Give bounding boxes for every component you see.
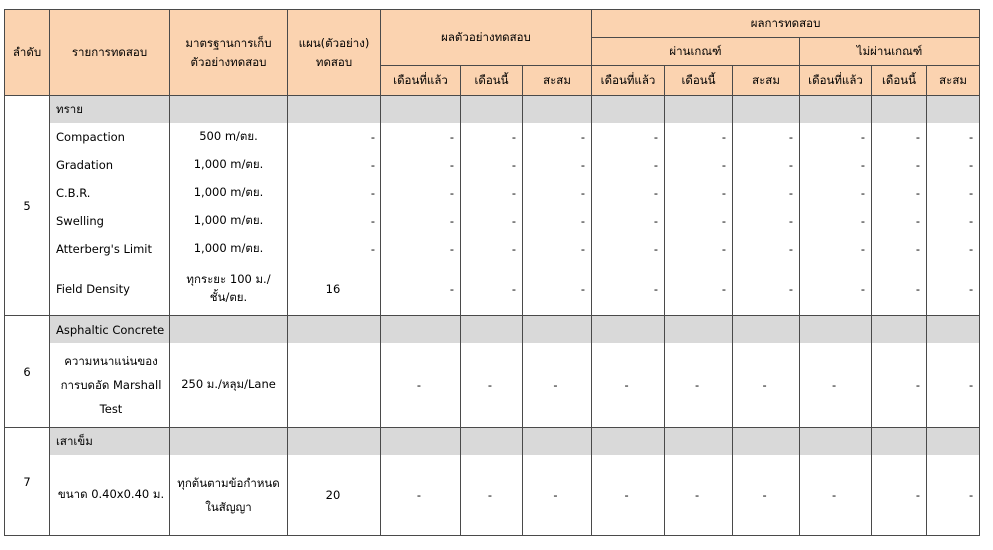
row-value: - — [872, 151, 927, 179]
row-value: - — [665, 455, 733, 536]
table-row — [5, 179, 980, 207]
row-item: Atterberg's Limit — [50, 235, 170, 263]
row-standard-line1: ทุกต้นตามข้อกำหนด — [177, 476, 280, 490]
row-value: - — [872, 455, 927, 536]
row-value: - — [523, 179, 592, 207]
row-standard: 250 ม./หลุม/Lane — [170, 343, 288, 428]
section-row — [5, 96, 980, 124]
row-value: - — [381, 343, 461, 428]
row-value: - — [381, 179, 461, 207]
row-value: - — [665, 263, 733, 316]
row-value: - — [800, 123, 872, 151]
row-value: - — [800, 263, 872, 316]
row-value: - — [733, 235, 800, 263]
row-standard: 1,000 m/ตย. — [170, 179, 288, 207]
row-value: - — [733, 207, 800, 235]
row-value: - — [800, 235, 872, 263]
section-category: Asphaltic Concrete — [50, 316, 170, 344]
header-test-results: ผลการทดสอบ — [592, 10, 980, 38]
row-value: - — [665, 123, 733, 151]
row-plan: 20 — [288, 455, 381, 536]
row-value: - — [872, 235, 927, 263]
row-value: - — [927, 263, 980, 316]
row-standard: 1,000 m/ตย. — [170, 235, 288, 263]
row-value: - — [665, 179, 733, 207]
row-item-line1: ความหนาแน่นของ — [64, 354, 158, 368]
row-value: - — [872, 123, 927, 151]
row-value: - — [592, 455, 665, 536]
row-plan: - — [288, 207, 381, 235]
row-value: - — [523, 343, 592, 428]
row-value: - — [733, 455, 800, 536]
row-value: - — [927, 235, 980, 263]
row-value: - — [592, 151, 665, 179]
row-value: - — [381, 207, 461, 235]
row-value: - — [733, 151, 800, 179]
row-value: - — [461, 343, 523, 428]
header-item: รายการทดสอบ — [50, 10, 170, 96]
header-fail-cumulative: สะสม — [927, 66, 980, 96]
row-value: - — [592, 207, 665, 235]
row-value: - — [800, 207, 872, 235]
row-value: - — [800, 455, 872, 536]
row-value: - — [381, 151, 461, 179]
table-body — [5, 96, 980, 536]
row-value: - — [461, 207, 523, 235]
header-sample-results: ผลตัวอย่างทดสอบ — [381, 10, 592, 66]
header-sample-prev-month: เดือนที่แล้ว — [381, 66, 461, 96]
header-plan-line2: ทดสอบ — [315, 54, 353, 69]
row-value: - — [872, 263, 927, 316]
row-value: - — [927, 179, 980, 207]
row-standard-line2: ในสัญญา — [205, 500, 252, 514]
row-value: - — [523, 455, 592, 536]
row-plan: - — [288, 179, 381, 207]
header-pass: ผ่านเกณฑ์ — [592, 38, 800, 66]
row-value: - — [381, 263, 461, 316]
row-value: - — [665, 151, 733, 179]
row-item: Field Density — [50, 263, 170, 316]
header-no: ลำดับ — [5, 10, 50, 96]
row-value: - — [461, 455, 523, 536]
row-value: - — [381, 123, 461, 151]
row-value: - — [872, 207, 927, 235]
row-value: - — [523, 123, 592, 151]
row-value: - — [592, 123, 665, 151]
table-row — [5, 343, 980, 428]
row-plan: 16 — [288, 263, 381, 316]
row-value: - — [523, 151, 592, 179]
row-value: - — [733, 263, 800, 316]
row-value: - — [872, 343, 927, 428]
header-standard-line2: ตัวอย่างทดสอบ — [190, 54, 267, 69]
table-row — [5, 455, 980, 536]
row-value: - — [461, 151, 523, 179]
row-item: ขนาด 0.40x0.40 ม. — [50, 455, 170, 536]
row-value: - — [800, 179, 872, 207]
row-value: - — [872, 179, 927, 207]
row-standard: 1,000 m/ตย. — [170, 207, 288, 235]
row-value: - — [800, 343, 872, 428]
test-results-table — [4, 9, 980, 536]
section-row — [5, 316, 980, 344]
row-value: - — [927, 151, 980, 179]
row-standard-line1: ทุกระยะ 100 ม./ — [186, 272, 271, 286]
header-fail-prev-month: เดือนที่แล้ว — [800, 66, 872, 96]
row-standard — [170, 263, 288, 316]
header-standard — [170, 10, 288, 96]
header-plan — [288, 10, 381, 96]
section-category: ทราย — [50, 96, 170, 124]
row-value: - — [733, 179, 800, 207]
row-item — [50, 343, 170, 428]
row-item: C.B.R. — [50, 179, 170, 207]
row-plan: - — [288, 235, 381, 263]
row-value: - — [927, 123, 980, 151]
table-row — [5, 151, 980, 179]
header-sample-cumulative: สะสม — [523, 66, 592, 96]
table-row — [5, 207, 980, 235]
row-standard — [170, 455, 288, 536]
section-category: เสาเข็ม — [50, 428, 170, 456]
row-standard-line2: ชั้น/ตย. — [209, 290, 248, 304]
row-value: - — [592, 235, 665, 263]
table-row — [5, 123, 980, 151]
table-row — [5, 235, 980, 263]
row-value: - — [592, 343, 665, 428]
header-fail: ไม่ผ่านเกณฑ์ — [800, 38, 980, 66]
row-value: - — [461, 179, 523, 207]
row-value: - — [927, 207, 980, 235]
row-value: - — [523, 263, 592, 316]
row-value: - — [592, 263, 665, 316]
table-header — [5, 10, 980, 96]
row-value: - — [592, 179, 665, 207]
row-value: - — [665, 343, 733, 428]
row-value: - — [381, 235, 461, 263]
header-standard-line1: มาตรฐานการเก็บ — [185, 35, 272, 50]
row-value: - — [800, 151, 872, 179]
row-value: - — [461, 123, 523, 151]
header-fail-this-month: เดือนนี้ — [872, 66, 927, 96]
row-item-line2: การบดอัด Marshall — [60, 378, 162, 392]
row-standard: 1,000 m/ตย. — [170, 151, 288, 179]
table-row — [5, 263, 980, 316]
header-sample-this-month: เดือนนี้ — [461, 66, 523, 96]
row-value: - — [461, 263, 523, 316]
row-item: Swelling — [50, 207, 170, 235]
row-item: Compaction — [50, 123, 170, 151]
group-number: 5 — [5, 96, 50, 316]
row-plan: - — [288, 151, 381, 179]
row-value: - — [665, 207, 733, 235]
header-pass-cumulative: สะสม — [733, 66, 800, 96]
row-value: - — [733, 343, 800, 428]
row-plan — [288, 343, 381, 428]
section-row — [5, 428, 980, 456]
header-pass-this-month: เดือนนี้ — [665, 66, 733, 96]
row-value: - — [927, 343, 980, 428]
row-value: - — [381, 455, 461, 536]
group-number: 7 — [5, 428, 50, 536]
row-plan: - — [288, 123, 381, 151]
report-table-wrapper — [4, 9, 980, 536]
row-value: - — [927, 455, 980, 536]
row-value: - — [523, 207, 592, 235]
row-standard: 500 m/ตย. — [170, 123, 288, 151]
header-plan-line1: แผน(ตัวอย่าง) — [298, 35, 370, 50]
group-number: 6 — [5, 316, 50, 428]
row-value: - — [523, 235, 592, 263]
header-pass-prev-month: เดือนที่แล้ว — [592, 66, 665, 96]
row-item-line3: Test — [99, 402, 123, 416]
row-value: - — [461, 235, 523, 263]
row-value: - — [665, 235, 733, 263]
row-item: Gradation — [50, 151, 170, 179]
row-value: - — [733, 123, 800, 151]
